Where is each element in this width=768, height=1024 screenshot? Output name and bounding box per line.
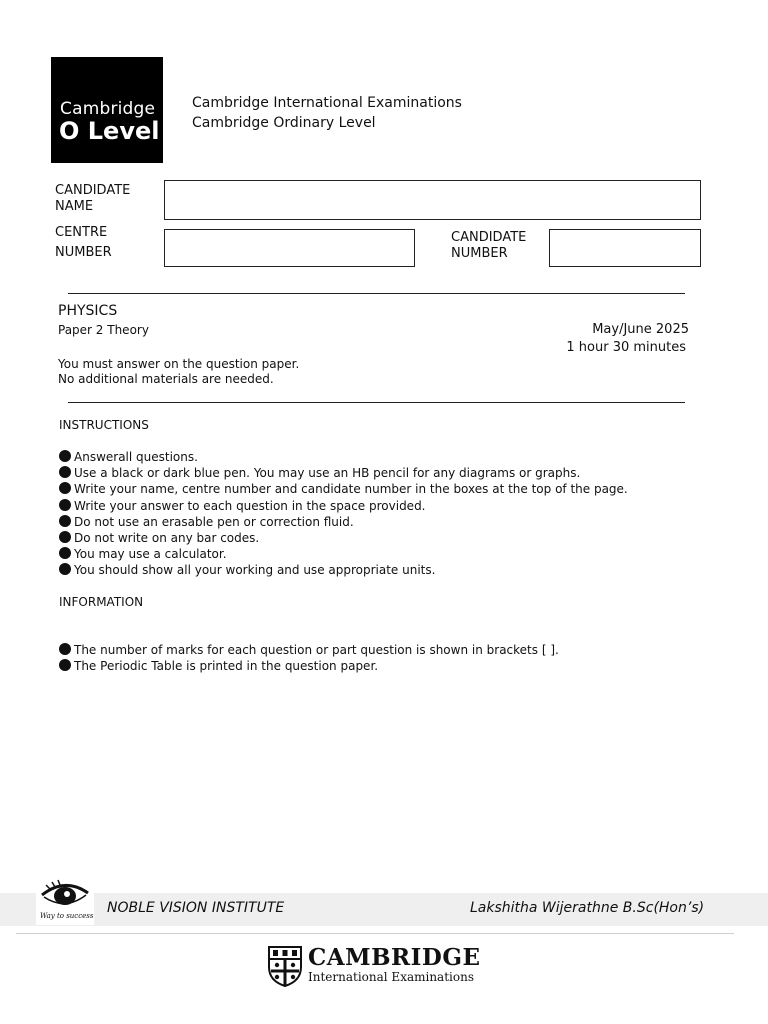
list-item [59, 465, 628, 481]
candidate-name-field[interactable] [164, 180, 701, 220]
instructions-heading: INSTRUCTIONS [59, 418, 149, 432]
footer-rule [16, 933, 734, 934]
o-level-logo [51, 57, 163, 163]
candidate-number-label [451, 230, 526, 262]
org-line2: Cambridge Ordinary Level [192, 115, 376, 131]
candidate-name-label-line2: NAME [55, 199, 94, 214]
candidate-number-label-line2: NUMBER [451, 246, 508, 261]
divider-top [68, 293, 685, 294]
candidate-number-field[interactable] [549, 229, 701, 267]
list-item [59, 481, 628, 497]
author-name: Lakshitha Wijerathne B.Sc(Hon’s) [470, 900, 705, 916]
cambridge-crest-icon [267, 945, 303, 987]
list-item [59, 514, 628, 530]
eye-caption: Way to success [40, 912, 94, 920]
list-item [59, 658, 559, 674]
bullet-dot-icon [59, 499, 71, 511]
logo-line2: O Level [59, 117, 160, 145]
list-item [59, 530, 628, 546]
divider-bottom [68, 402, 685, 403]
bullet-dot-icon [59, 515, 71, 527]
bullet-dot-icon [59, 643, 71, 655]
bullet-dot-icon [59, 563, 71, 575]
candidate-number-label-line1: CANDIDATE [451, 230, 527, 245]
centre-number-label-line1: CENTRE [55, 225, 108, 240]
logo-line1: Cambridge [60, 99, 156, 119]
instructions-list [59, 449, 628, 579]
cambridge-subtitle: International Examinations [308, 970, 474, 984]
subject-title: PHYSICS [58, 303, 118, 319]
exam-session: May/June 2025 [592, 322, 689, 337]
answer-note: You must answer on the question paper. [58, 357, 300, 371]
materials-note: No additional materials are needed. [58, 372, 274, 386]
exam-duration: 1 hour 30 minutes [566, 340, 686, 355]
list-item [59, 562, 628, 578]
eye-icon [36, 873, 94, 925]
cambridge-wordmark: CAMBRIDGE [308, 944, 481, 971]
list-item-text: You should show all your working and use appropriate units. [74, 563, 436, 578]
list-item-text: Do not write on any bar codes. [74, 530, 260, 545]
list-item [59, 546, 628, 562]
paper-title: Paper 2 Theory [58, 323, 149, 337]
list-item [59, 449, 628, 465]
institute-name: NOBLE VISION INSTITUTE [107, 900, 285, 916]
list-item-text: The number of marks for each question or part question is shown in brackets [ ]. [74, 643, 559, 657]
list-item-text: Write your answer to each question in the space provided. [74, 498, 426, 513]
list-item-text: Do not use an erasable pen or correction fluid. [74, 514, 354, 529]
centre-number-label-line2: NUMBER [55, 245, 112, 260]
candidate-name-label-line1: CANDIDATE [55, 183, 131, 198]
centre-number-label [55, 223, 112, 263]
bullet-dot-icon [59, 659, 71, 671]
list-item-text: The Periodic Table is printed in the question paper. [74, 659, 379, 674]
centre-number-field[interactable] [164, 229, 415, 267]
list-item-text: Answerall questions. [74, 450, 198, 464]
list-item-text: You may use a calculator. [74, 547, 227, 562]
bullet-dot-icon [59, 450, 71, 462]
list-item [59, 642, 559, 658]
list-item-text: Write your name, centre number and candidate number in the boxes at the top of the page. [74, 482, 628, 497]
list-item [59, 498, 628, 514]
information-heading: INFORMATION [59, 595, 144, 609]
bullet-dot-icon [59, 531, 71, 543]
org-line1: Cambridge International Examinations [192, 95, 462, 111]
information-list [59, 642, 559, 674]
candidate-name-label [55, 183, 130, 215]
list-item-text: Use a black or dark blue pen. You may use an HB pencil for any diagrams or graphs. [74, 466, 581, 481]
bullet-dot-icon [59, 547, 71, 559]
bullet-dot-icon [59, 466, 71, 478]
bullet-dot-icon [59, 482, 71, 494]
